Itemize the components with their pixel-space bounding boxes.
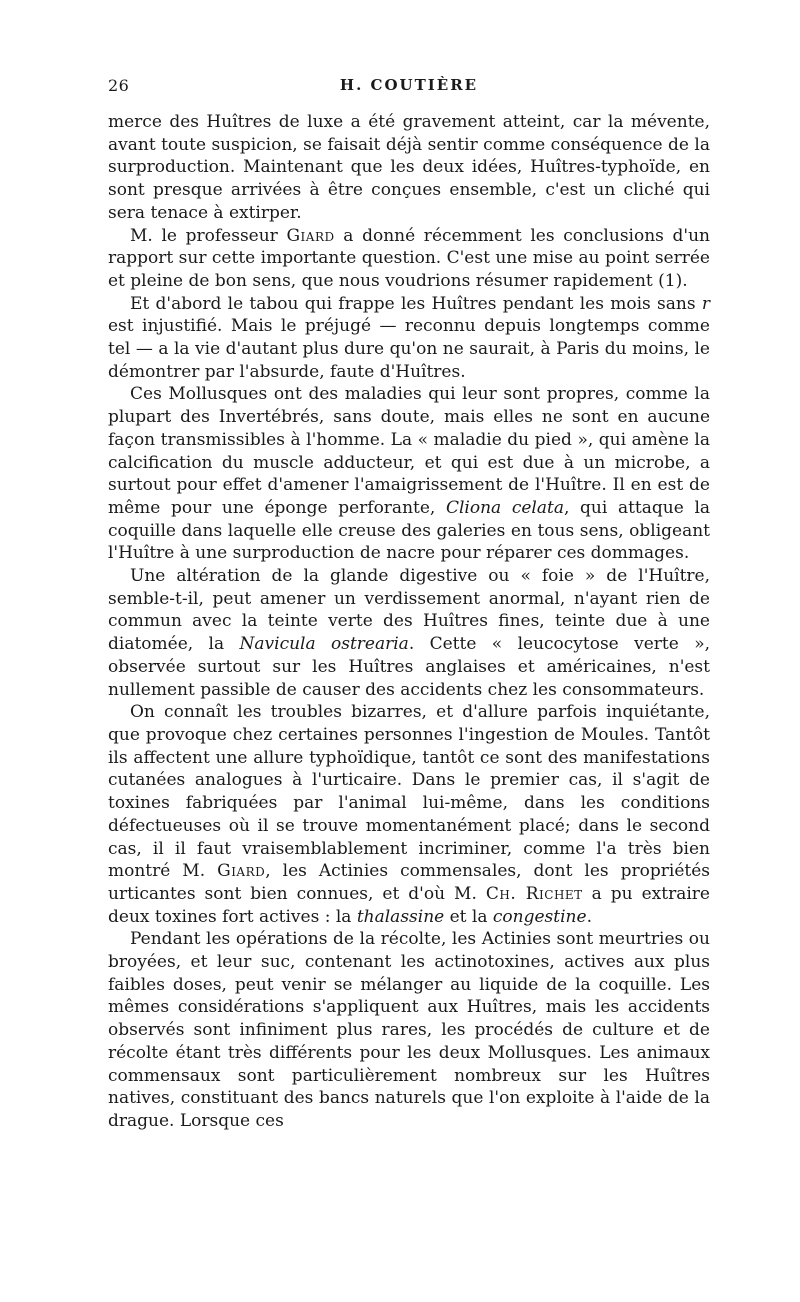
text-run: Une altération de la glande digestive ou « foie » de l'Huître, semble-t-il, peut amener un verdissement anormal, n'ayant rien de commun avec la teinte verte des Huîtres fines, teinte due à une diatomée, la	[108, 566, 710, 655]
paragraph	[108, 225, 710, 293]
page-header	[108, 76, 710, 100]
italic-term: Cliona celata	[445, 497, 564, 518]
paragraph	[108, 701, 710, 928]
paragraph	[108, 928, 710, 1132]
running-head: H. COUTIÈRE	[339, 76, 479, 94]
text-run: et la	[444, 906, 493, 927]
text-run: merce des Huîtres de luxe a été gravement atteint, car la mévente, avant toute suspicion, se faisait déjà sentir comme conséquence de la surproduction. Maintenant que les deux idées, Huîtres-typhoïde, en sont presque arrivées à être conçues ensemble, c'est un cliché qui sera tenace à extirper.	[108, 112, 710, 223]
paragraph	[108, 565, 710, 701]
italic-term: congestine	[492, 906, 587, 927]
paragraph	[108, 111, 710, 225]
author-name: Ch. Richet	[485, 883, 583, 904]
italic-term: thalassine	[356, 906, 445, 927]
italic-term: r	[701, 293, 710, 314]
text-run: Ces Mollusques ont des maladies qui leur sont propres, comme la plupart des Invertébrés, sans doute, mais elles ne sont en aucune façon transmissibles à l'homme. La « maladie du pied », qui amène la calcification du muscle adducteur, et qui est due à un microbe, a surtout pour effet d'amener l'amaigrissement de l'Huître. Il en est de même pour une éponge perforante,	[108, 384, 710, 518]
text-run: a pu extraire deux toxines fort actives : la	[108, 883, 710, 927]
text-run: On connaît les troubles bizarres, et d'allure parfois inquiétante, que provoque chez certaines personnes l'ingestion de Moules. Tantôt ils affectent une allure typhoïdique, tantôt ce sont des manifestations cutanées analogues à l'urticaire. Dans le premier cas, il s'agit de toxines fabriquées par l'animal lui-même, dans les conditions défectueuses où il se trouve momentanément placé; dans le second cas, il il faut vraisemblablement incriminer, comme l'a très bien montré M.	[108, 702, 710, 882]
paragraph	[108, 383, 710, 565]
text-run: M. le professeur	[130, 225, 287, 246]
page-number: 26	[108, 76, 130, 95]
author-name: Giard	[286, 225, 335, 246]
text-run: .	[586, 906, 592, 927]
paragraph	[108, 293, 710, 384]
text-run: , qui attaque la coquille dans laquelle elle creuse des galeries en tous sens, obligeant l'Huître à une surproduction de nacre pour réparer ces dommages.	[108, 497, 711, 564]
text-run: est injustifié. Mais le préjugé — reconnu depuis longtemps comme tel — a la vie d'autant plus dure qu'on ne saurait, à Paris du moins, le démontrer par l'absurde, faute d'Huîtres.	[108, 316, 710, 382]
body-text	[108, 111, 710, 1133]
text-run: , les Actinies commensales, dont les propriétés urticantes sont bien connues, et d'où M.	[108, 861, 710, 904]
text-run: . Cette « leucocytose verte », observée surtout sur les Huîtres anglaises et américaines, n'est nullement passible de causer des accidents chez les consommateurs.	[108, 634, 711, 700]
text-run: Pendant les opérations de la récolte, les Actinies sont meurtries ou broyées, et leur suc, contenant les actinotoxines, actives aux plus faibles doses, peut venir se mélanger au liquide de la coquille. Les mêmes considérations s'appliquent aux Huîtres, mais les accidents observés sont infiniment plus rares, les procédés de culture et de récolte étant très différents pour les deux Mollusques. Les animaux commensaux sont particulièrement nombreux sur les Huîtres natives, constituant des bancs naturels que l'on exploite à l'aide de la drague. Lorsque ces	[108, 929, 710, 1131]
text-run: Et d'abord le tabou qui frappe les Huîtres pendant les mois sans	[130, 293, 702, 314]
author-name: Giard	[217, 861, 266, 882]
italic-term: Navicula ostrearia	[239, 634, 409, 655]
text-run: a donné récemment les conclusions d'un rapport sur cette importante question. C'est une mise au point serrée et pleine de bon sens, que nous voudrions résumer rapidement (1).	[108, 225, 710, 291]
